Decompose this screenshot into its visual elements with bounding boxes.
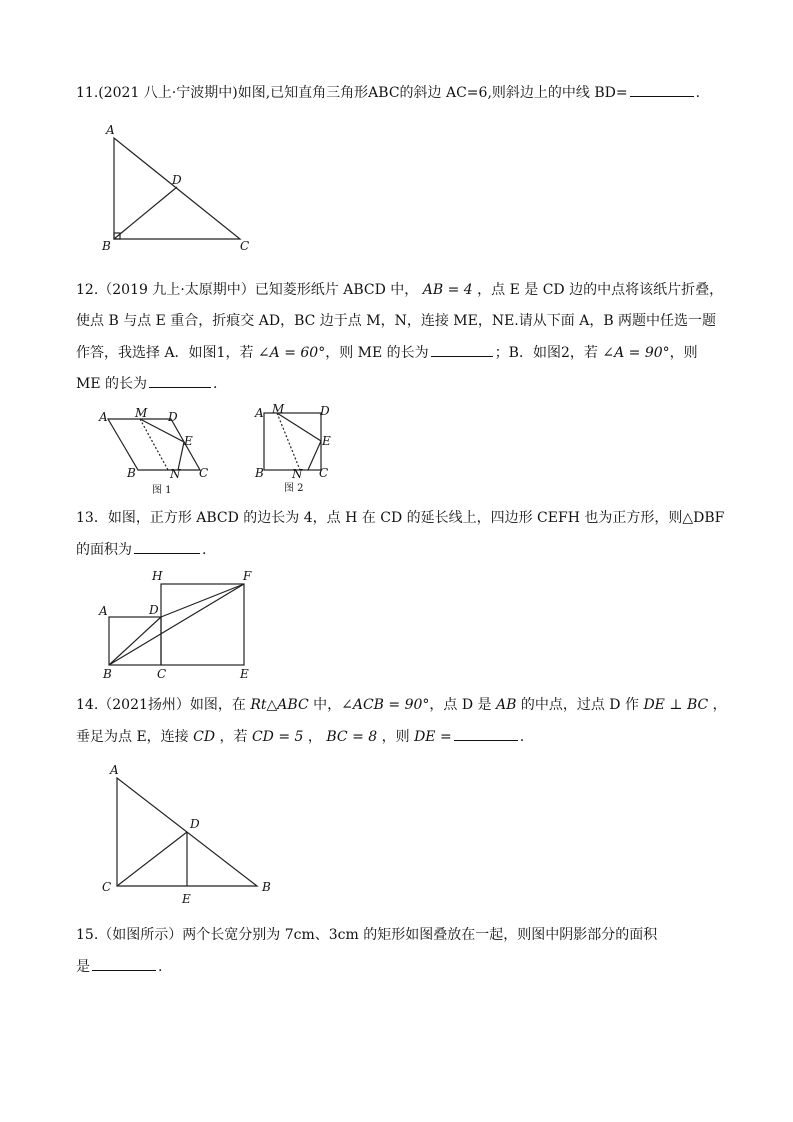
- q12-fig2-label-e: E: [322, 434, 331, 448]
- q12-fig1-label-c: C: [199, 466, 209, 480]
- q12-fig2-label-m: M: [272, 402, 285, 416]
- q12-line-4: [76, 373, 217, 394]
- q12-line3a: 作答，我选择 A．如图1，若: [76, 345, 254, 361]
- q14-line2c: ，: [307, 729, 322, 745]
- q12-answer-blank-a[interactable]: [431, 342, 493, 357]
- q13-line2-end: .: [202, 542, 207, 558]
- q14-line1b: 中，: [313, 697, 342, 713]
- q13-line1-text: 13．如图，正方形 ABCD 的边长为 4，点 H 在 CD 的延长线上，四边形 CEFH 也为正方形，则△DBF: [76, 510, 725, 526]
- q12-fig2-label-n: N: [292, 467, 303, 481]
- q12-line3d: ，则: [669, 345, 698, 361]
- q14-math-rt-abc: Rt△ABC: [250, 697, 309, 713]
- q13-line-bd: [109, 617, 161, 665]
- q12-math-angle-90: ∠A = 90°: [602, 345, 670, 361]
- q13-label-c: C: [157, 667, 167, 681]
- q12-line-2: [76, 311, 716, 331]
- q14-line2b: ，若: [219, 729, 248, 745]
- q11-median-bd: [114, 187, 177, 239]
- q13-line-bf: [109, 584, 244, 665]
- q12-fig2-label-d: D: [320, 404, 330, 418]
- q13-figure: [95, 568, 270, 683]
- q14-line2-end: .: [519, 729, 525, 745]
- q12-line-3: [76, 342, 698, 363]
- q11-label-a: A: [106, 123, 115, 137]
- q12-line3b: ，则 ME 的长为: [325, 345, 429, 361]
- q15-line-2: [76, 956, 162, 977]
- q11-text-line: [76, 82, 700, 103]
- q11-label-d: D: [172, 173, 182, 187]
- q14-line-2: [76, 726, 524, 747]
- q13-line-2: [76, 539, 206, 560]
- q14-line1d: 的中点，过点 D 作: [520, 697, 639, 713]
- q14-math-bc-8: BC = 8: [326, 729, 378, 745]
- q12-fig1-label-e: E: [184, 434, 193, 448]
- q12-fig1-label-d: D: [168, 410, 178, 424]
- q14-label-b: B: [262, 880, 271, 894]
- q14-label-e: E: [182, 892, 191, 906]
- q12-answer-blank-b[interactable]: [149, 373, 211, 388]
- q14-math-angle-acb: ∠ACB = 90°: [341, 697, 430, 713]
- q12-figure-2: [252, 402, 342, 495]
- q12-line4-text: ME 的长为: [76, 376, 148, 392]
- q14-line1e: ，: [712, 697, 727, 713]
- q14-label-a: A: [110, 763, 119, 777]
- q12-line4-end: .: [213, 376, 218, 392]
- q12-fig1-fold: [140, 419, 184, 470]
- q12-fig1-label-m: M: [135, 406, 148, 420]
- q12-fig2-label-c: C: [319, 466, 329, 480]
- q13-line2-text: 的面积为: [76, 542, 132, 558]
- q14-label-d: D: [190, 817, 200, 831]
- q14-line-1: [76, 695, 727, 715]
- q11-figure: [100, 120, 260, 253]
- q12-math-angle-60: ∠A = 60°: [257, 345, 326, 361]
- q11-label-b: B: [102, 239, 111, 253]
- q14-math-ab: AB: [496, 697, 517, 713]
- q13-line-1: [76, 508, 724, 528]
- q14-answer-blank[interactable]: [454, 726, 518, 741]
- q13-label-b: B: [103, 667, 112, 681]
- q14-label-c: C: [102, 880, 112, 894]
- q12-fig1-label-a: A: [99, 410, 108, 424]
- q13-label-f: F: [243, 569, 252, 583]
- q12-fig1-label-n: N: [170, 467, 181, 481]
- q14-line1a: 14.（2021扬州）如图，在: [76, 697, 246, 713]
- q12-fig2-fold: [277, 413, 321, 470]
- q15-line2-text: 是: [76, 959, 90, 975]
- q12-line1-text: 12.（2019 九上·太原期中）已知菱形纸片 ABCD 中，: [76, 282, 419, 298]
- q14-line1c: ，点 D 是: [429, 697, 492, 713]
- q12-math-ab: AB = 4: [422, 282, 473, 298]
- q12-fig2-caption: 图 2: [284, 483, 304, 494]
- q14-line-cd: [117, 832, 187, 886]
- q14-math-de-perp-bc: DE ⊥ BC: [643, 697, 709, 713]
- q15-line2-end: .: [158, 959, 163, 975]
- q14-line2a: 垂足为点 E，连接: [76, 729, 189, 745]
- q15-line-1: [76, 925, 657, 945]
- q13-label-h: H: [152, 569, 163, 583]
- q12-fig1-label-b: B: [127, 466, 136, 480]
- q14-math-cd: CD: [193, 729, 216, 745]
- q11-text: 11.(2021 八上·宁波期中)如图,已知直角三角形ABC的斜边 AC=6,则斜边上的中线 BD=: [76, 85, 628, 101]
- q12-fig2-label-b: B: [255, 466, 264, 480]
- q11-answer-blank[interactable]: [630, 82, 694, 97]
- q12-fig1-caption: 图 1: [152, 485, 172, 496]
- q11-label-c: C: [240, 239, 250, 253]
- q13-answer-blank[interactable]: [134, 539, 200, 554]
- q13-label-d: D: [149, 603, 159, 617]
- q15-answer-blank[interactable]: [92, 956, 156, 971]
- q12-line1-rest: ，点 E 是 CD 边的中点将该纸片折叠，: [477, 282, 724, 298]
- q12-figure-1: [95, 405, 215, 495]
- q13-label-a: A: [99, 604, 108, 618]
- q14-math-de: DE =: [414, 729, 452, 745]
- q13-line-df: [161, 584, 244, 617]
- q12-line2-text: 使点 B 与点 E 重合，折痕交 AD，BC 边于点 M，N，连接 ME，NE.请从下面 A，B 两题中任选一题: [76, 313, 717, 329]
- q15-line1-text: 15.（如图所示）两个长宽分别为 7cm、3cm 的矩形如图叠放在一起，则图中阴影部分的面积: [76, 927, 658, 943]
- q14-figure: [100, 760, 280, 910]
- q13-square-cefh: [161, 584, 244, 665]
- q12-line-1: [76, 280, 723, 300]
- q12-line3c: ；B．如图2，若: [494, 345, 598, 361]
- q14-math-cd-5: CD = 5: [251, 729, 304, 745]
- q12-fig2-label-a: A: [255, 406, 264, 420]
- q14-line2d: ，则: [381, 729, 410, 745]
- q12-fig2-crease: [277, 413, 300, 470]
- q11-end: .: [695, 85, 701, 101]
- q13-label-e: E: [240, 667, 249, 681]
